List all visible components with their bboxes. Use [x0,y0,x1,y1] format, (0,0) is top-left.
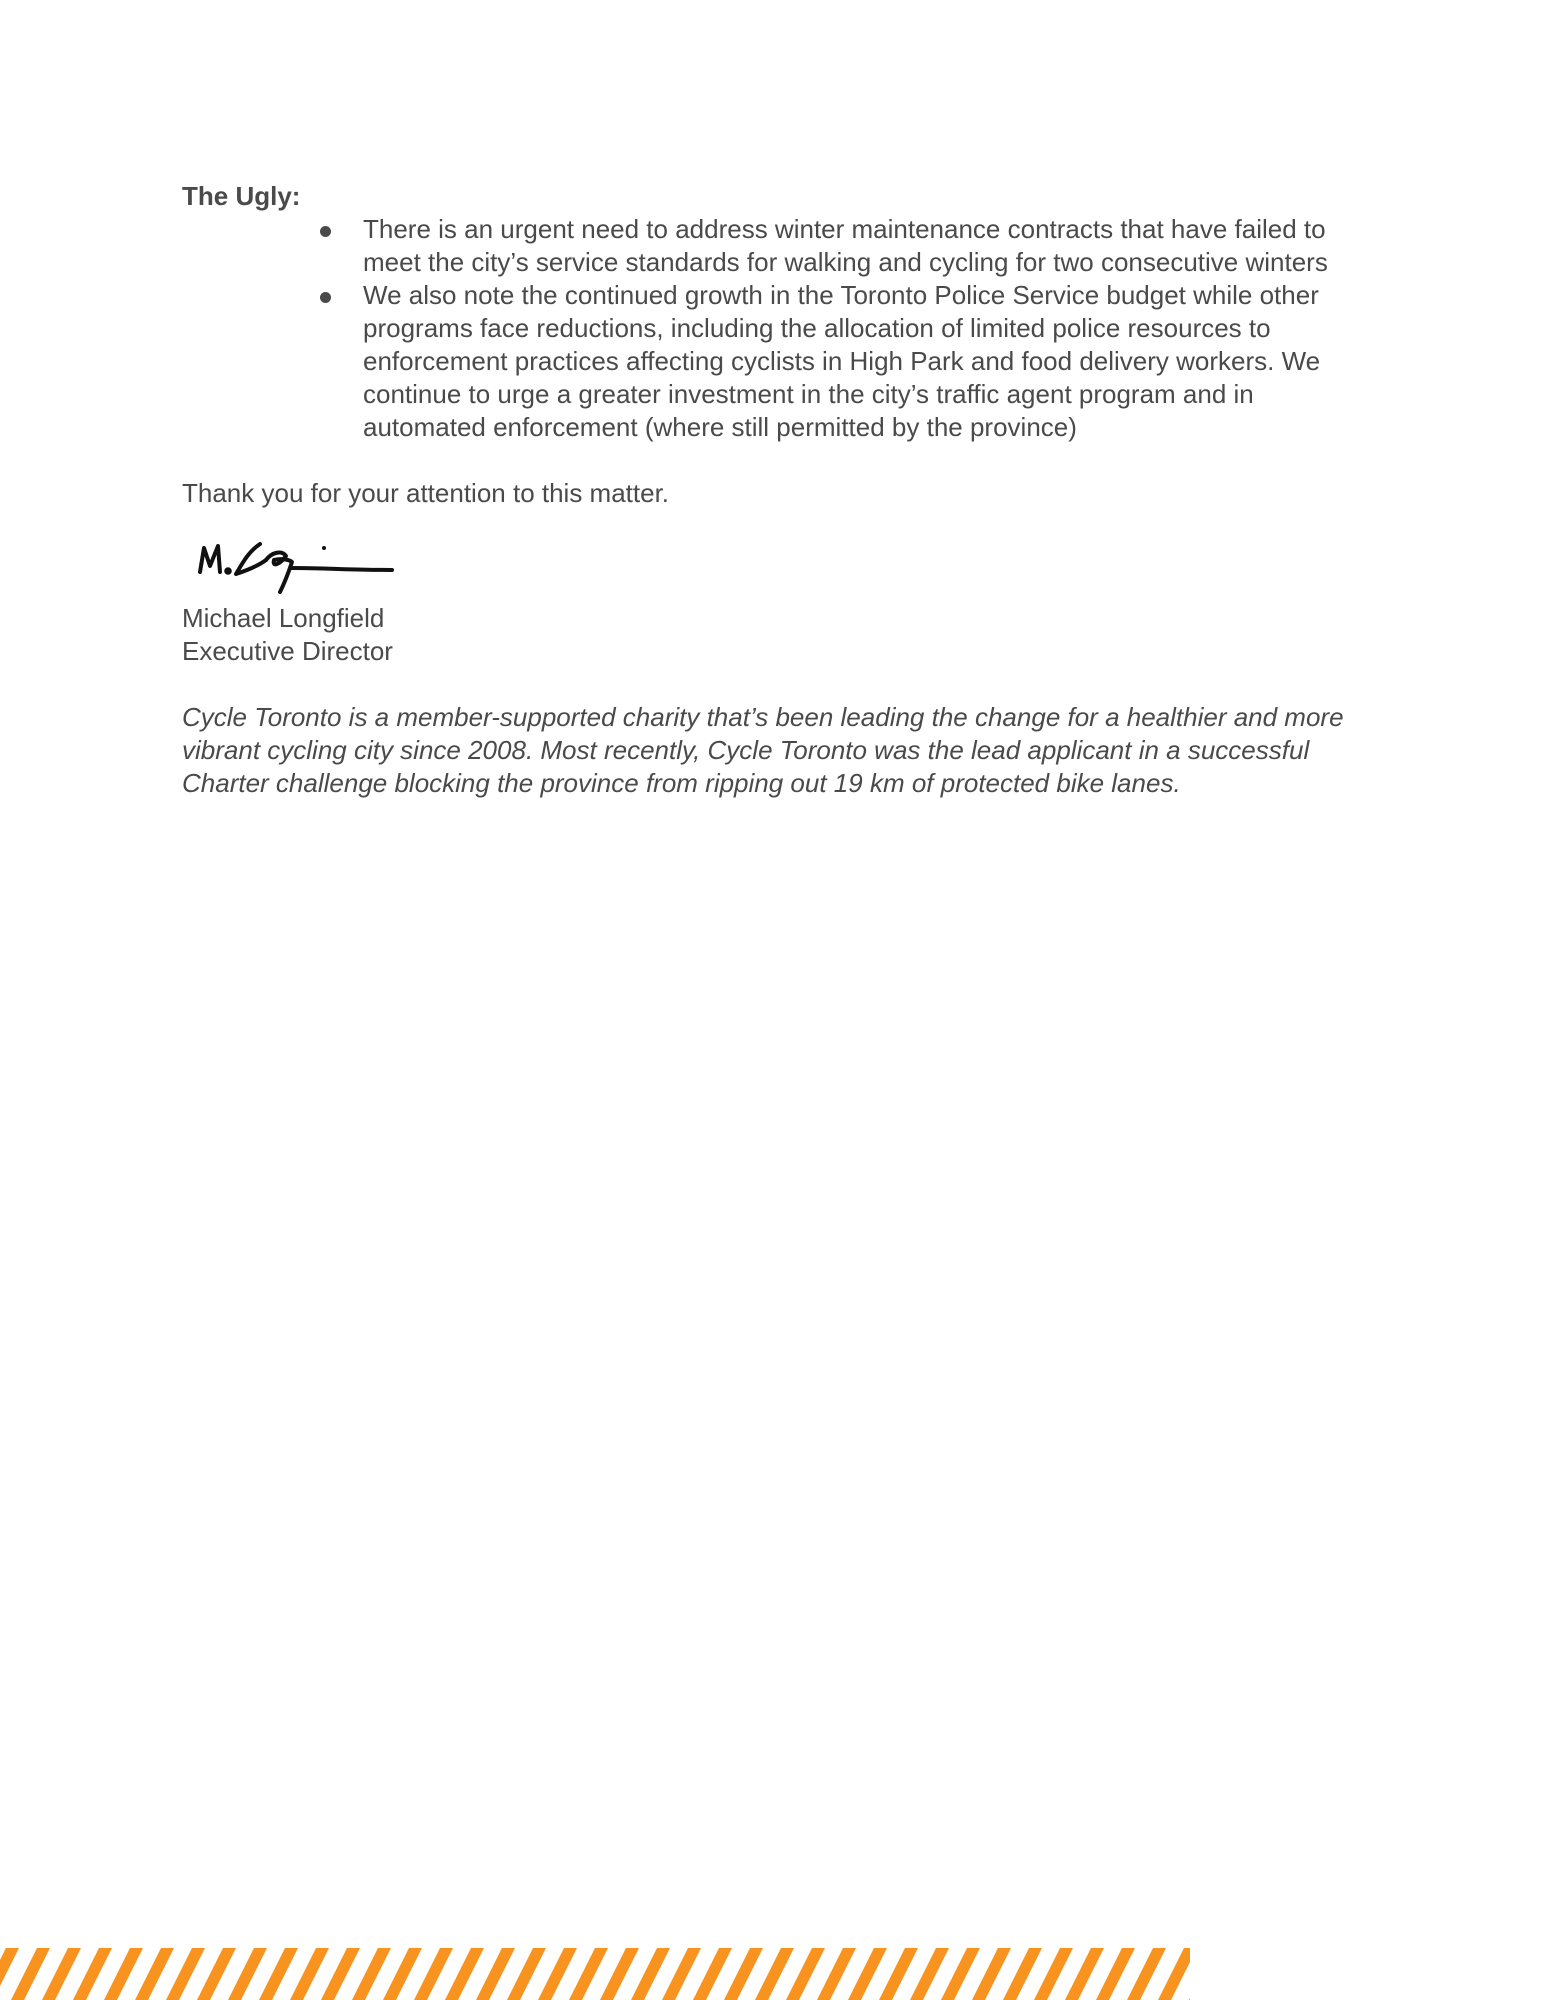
stripe [941,1948,980,2000]
bullet-dot-icon [320,226,331,237]
stripe [1189,1948,1228,2000]
stripe [1096,1948,1135,2000]
signer-title: Executive Director [182,636,393,666]
stripe [42,1948,81,2000]
stripe [228,1948,267,2000]
stripe [910,1948,949,2000]
stripe [290,1948,329,2000]
stripe [600,1948,639,2000]
stripe [662,1948,701,2000]
stripe [445,1948,484,2000]
stripe [197,1948,236,2000]
organization-blurb: Cycle Toronto is a member-supported charity that’s been leading the change for a healthier and more vibrant cycling city since 2008. Most recently, Cycle Toronto was the lead applicant in a successful Charter challenge blocking the province from ripping out 19 km of protected bike lanes. [182,702,1344,798]
stripe [507,1948,546,2000]
signer-name: Michael Longfield [182,603,385,633]
stripe [135,1948,174,2000]
stripe [321,1948,360,2000]
stripe [724,1948,763,2000]
letter-content [182,180,1372,800]
stripe [786,1948,825,2000]
stripe [538,1948,577,2000]
stripe [972,1948,1011,2000]
stripe [1158,1948,1197,2000]
bullet-dot-icon [320,292,331,303]
bullet-text: There is an urgent need to address winter maintenance contracts that have failed to meet the city’s service standards for walking and cycling for two consecutive winters [363,214,1328,277]
stripe [569,1948,608,2000]
stripe [1003,1948,1042,2000]
bullet-item [182,279,1372,444]
bullet-list [182,213,1372,444]
stripe [879,1948,918,2000]
stripe [848,1948,887,2000]
stripe [11,1948,50,2000]
stripe [73,1948,112,2000]
stripe [1065,1948,1104,2000]
stripe [352,1948,391,2000]
stripe [693,1948,732,2000]
stripe [755,1948,794,2000]
signature [182,530,402,602]
footer-stripe-decoration [0,1948,1545,2000]
section-heading: The Ugly: [182,181,301,211]
signature-icon [182,530,402,602]
stripe [259,1948,298,2000]
closing-line: Thank you for your attention to this matter. [182,478,670,508]
stripe [414,1948,453,2000]
stripe [817,1948,856,2000]
stripe [104,1948,143,2000]
stripe [631,1948,670,2000]
stripe [166,1948,205,2000]
stripe [476,1948,515,2000]
stripe [1127,1948,1166,2000]
bullet-item [182,213,1372,279]
stripe [1034,1948,1073,2000]
stripe [383,1948,422,2000]
bullet-text: We also note the continued growth in the Toronto Police Service budget while other programs face reductions, including the allocation of limited police resources to enforcement practices affecting cyclists in High Park and food delivery workers. We continue to urge a greater investment in the city’s traffic agent program and in automated enforcement (where still permitted by the province) [363,280,1321,442]
